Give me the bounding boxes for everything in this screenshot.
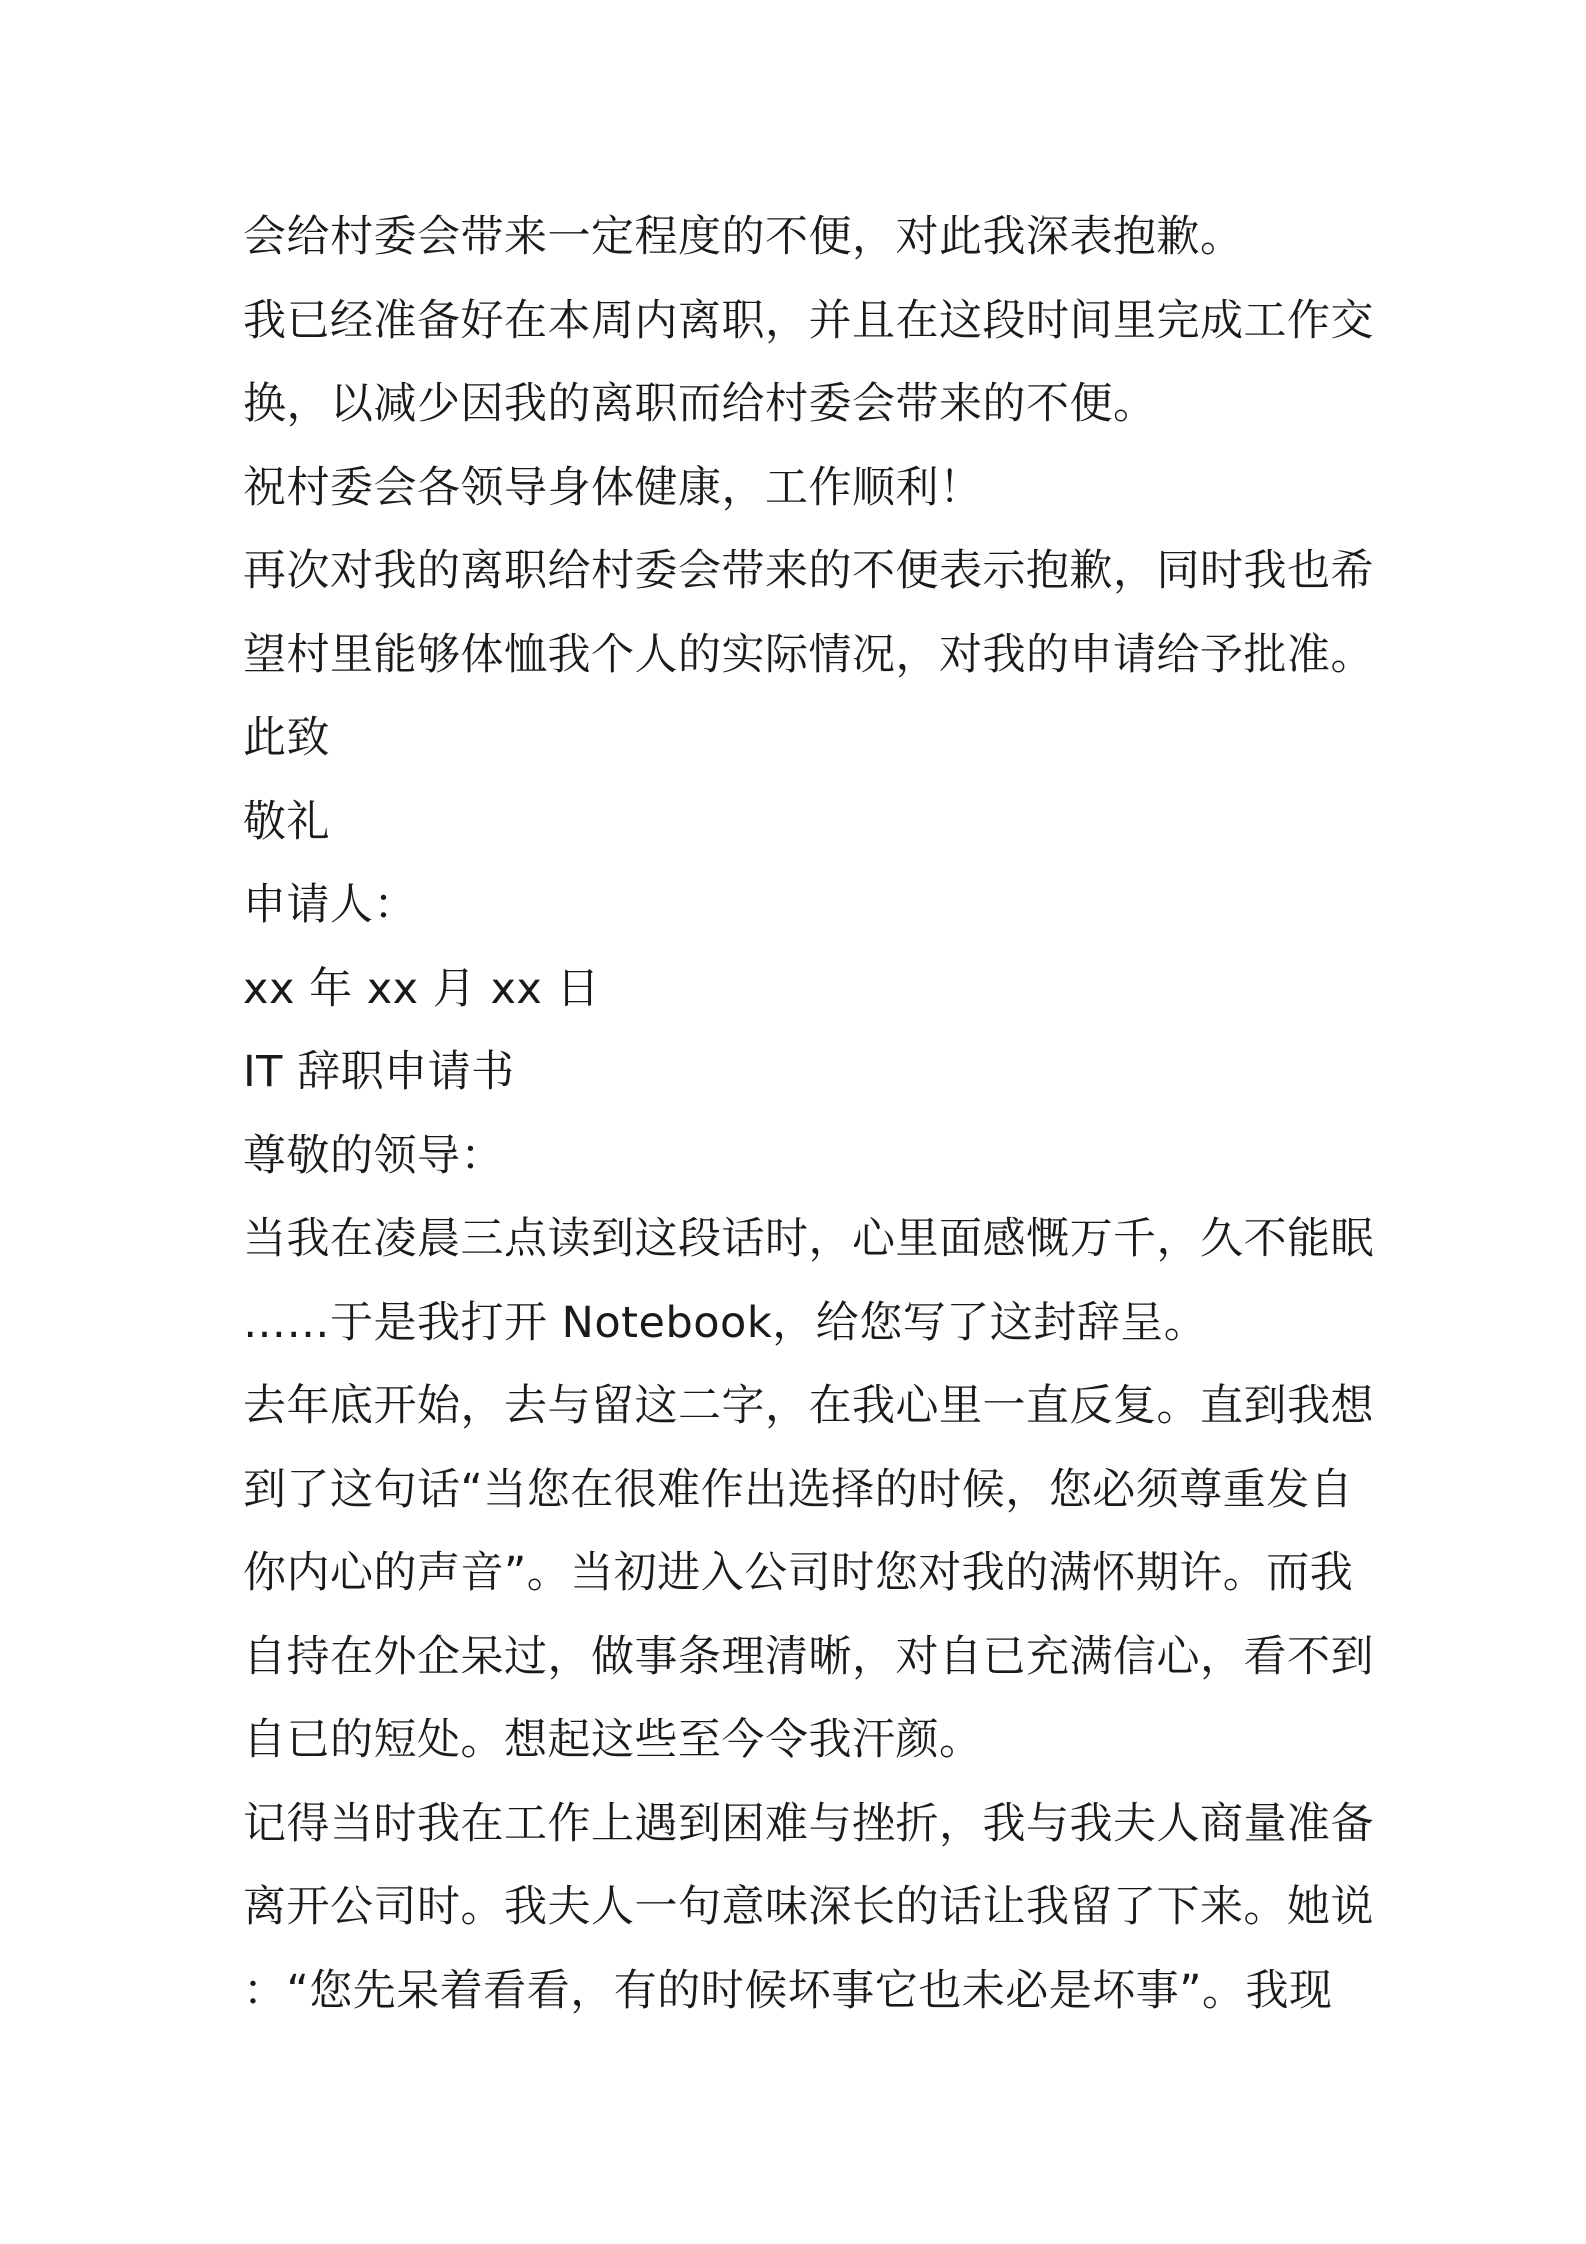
text-line: 到了这句话“当您在很难作出选择的时候，您必须尊重发自 [243,1464,1354,1515]
text-line: 望村里能够体恤我个人的实际情况，对我的申请给予批准。 [243,629,1374,680]
closing-regards: 敬礼 [243,796,330,847]
text-line: 自已的短处。想起这些至今令我汗颜。 [243,1715,983,1765]
greeting: 尊敬的领导： [243,1130,504,1181]
applicant-label: 申请人： [243,880,417,930]
text-line: 会给村委会带来一定程度的不便，对此我深表抱歉。 [243,212,1244,262]
text-line: 祝村委会各领导身体健康，工作顺利！ [243,462,983,513]
text-line: ：“您先呆着看看，有的时候坏事它也未必是坏事”。我现 [243,1965,1333,2016]
text-line: 再次对我的离职给村委会带来的不便表示抱歉，同时我也希 [243,546,1374,596]
text-line: 你内心的声音”。当初进入公司时您对我的满怀期许。而我 [243,1548,1354,1598]
section-title: IT 辞职申请书 [243,1047,515,1097]
text-line: ……于是我打开 Notebook，给您写了这封辞呈。 [243,1297,1208,1348]
text-line: 离开公司时。我夫人一句意味深长的话让我留了下来。她说 [243,1882,1374,1932]
text-line: 自持在外企呆过，做事条理清晰，对自已充满信心，看不到 [243,1631,1374,1682]
closing-salutation: 此致 [243,713,330,763]
date-line: xx 年 xx 月 xx 日 [243,963,601,1014]
text-line: 我已经准备好在本周内离职，并且在这段时间里完成工作交 [243,295,1374,346]
text-line: 记得当时我在工作上遇到困难与挫折，我与我夫人商量准备 [243,1798,1374,1849]
document-body [243,196,1374,2033]
text-line: 去年底开始，去与留这二字，在我心里一直反复。直到我想 [243,1381,1374,1431]
text-line: 当我在凌晨三点读到这段话时，心里面感慨万千，久不能眠 [243,1214,1374,1264]
text-line: 换，以减少因我的离职而给村委会带来的不便。 [243,379,1157,429]
